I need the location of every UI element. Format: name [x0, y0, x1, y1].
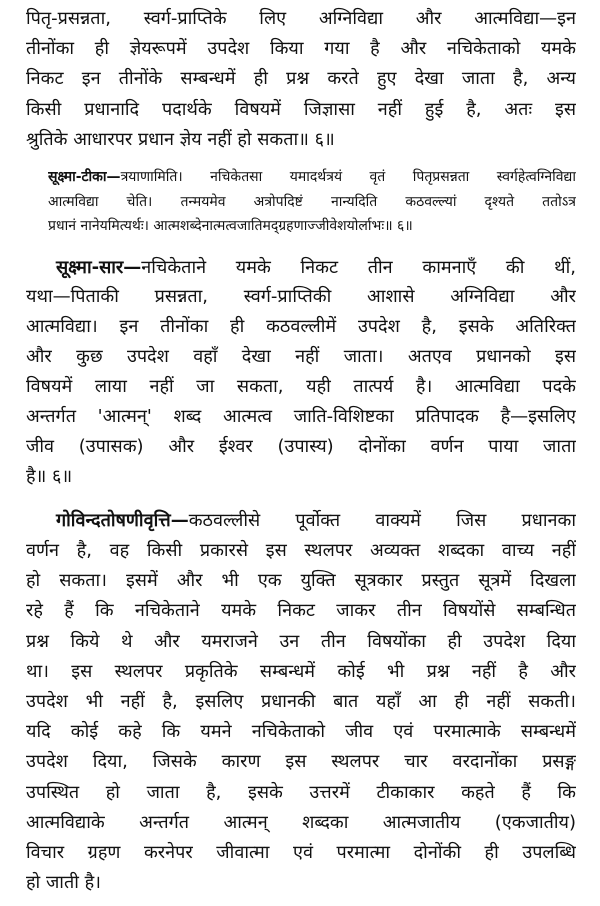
text-line: है॥ ६॥ — [26, 465, 73, 487]
govinda-toshani-paragraph — [26, 506, 576, 899]
text-line: उपदेश भी नहीं है, इसलिए प्रधानकी बात यहाँ आ ही नहीं सकती। — [26, 690, 576, 712]
text-line — [48, 165, 576, 190]
text-line: हो जाती है। — [26, 872, 101, 894]
text-line — [26, 506, 576, 536]
document-page — [26, 4, 576, 898]
text-line — [26, 253, 576, 283]
text-line: पितृ-प्रसन्नता, स्वर्ग-प्राप्तिके लिए अग्निविद्या और आत्मविद्या—इन — [26, 8, 576, 29]
text-span: कठवल्लीसे पूर्वोक्त वाक्यमें जिस प्रधानका — [188, 509, 576, 531]
text-line: यदि कोई कहे कि यमने नचिकेताको जीव एवं परमात्माके सम्बन्धमें — [26, 721, 576, 743]
text-line: आत्मविद्या। इन तीनोंका ही कठवल्लीमें उपदेश है, इसके अतिरिक्त — [26, 316, 576, 338]
text-line: उपदेश दिया, जिसके कारण इस स्थलपर चार वरदानोंका प्रसङ्ग — [26, 751, 576, 773]
text-line: प्रधानं नानेयमित्यर्थः। आत्मशब्देनात्मत्वजातिमद्ग्रहणाज्जीवेशयोर्लाभः॥ ६॥ — [48, 218, 413, 235]
sukshma-sara-heading: सूक्ष्मा-सार— — [56, 256, 142, 278]
text-line: वर्णन है, वह किसी प्रकारसे इस स्थलपर अव्यक्त शब्दका वाच्य नहीं — [26, 539, 576, 561]
text-line: तीनोंका ही ज्ञेयरूपमें उपदेश किया गया है और नचिकेताको यमके — [26, 38, 576, 60]
govinda-toshani-heading: गोविन्दतोषणीवृत्ति— — [56, 509, 189, 531]
text-line: आत्मविद्या चेति। तन्मयमेव अत्रोपदिष्टं नान्यदिति कठवल्ल्यां दृश्यते ततोऽत्र — [48, 193, 576, 210]
text-span: नचिकेताने यमके निकट तीन कामनाएँ की थीं, — [141, 256, 576, 278]
paragraph-intro — [26, 4, 576, 155]
text-line: और कुछ उपदेश वहाँ देखा नहीं जाता। अतएव प्रधानको इस — [26, 346, 576, 368]
text-line: निकट इन तीनोंके सम्बन्धमें ही प्रश्न करते हुए देखा जाता है, अन्य — [26, 68, 576, 90]
text-line: रहे हैं कि नचिकेताने यमके निकट जाकर तीन विषयोंसे सम्बन्धित — [26, 600, 576, 622]
text-line: आत्मविद्याके अन्तर्गत आत्मन् शब्दका आत्मजातीय (एकजातीय) — [26, 811, 576, 833]
text-line: विचार ग्रहण करनेपर जीवात्मा एवं परमात्मा दोनोंकी ही उपलब्धि — [26, 842, 576, 863]
text-line: विषयमें लाया नहीं जा सकता, यही तात्पर्य है। आत्मविद्या पदके — [26, 376, 576, 398]
sukshma-tika-heading: सूक्ष्मा-टीका— — [48, 169, 121, 186]
text-line: उपस्थित हो जाता है, इसके उत्तरमें टीकाकार कहते हैं कि — [26, 781, 576, 803]
sukshma-tika-paragraph — [26, 165, 576, 239]
text-line: था। इस स्थलपर प्रकृतिके सम्बन्धमें कोई भी प्रश्न नहीं है और — [26, 660, 576, 682]
text-line: यथा—पिताकी प्रसन्नता, स्वर्ग-प्राप्तिकी आशासे अग्निविद्या और — [26, 286, 576, 308]
text-line: अन्तर्गत 'आत्मन्' शब्द आत्मत्व जाति-विशिष्टका प्रतिपादक है—इसलिए — [26, 406, 576, 428]
text-span: त्रयाणामिति। नचिकेतसा यमादर्थत्रयं वृतं पितृप्रसन्नता स्वर्गहेत्वग्निविद्या — [120, 169, 576, 186]
text-line: श्रुतिके आधारपर प्रधान ज्ञेय नहीं हो सकता॥ ६॥ — [26, 128, 335, 150]
text-line: प्रश्न किये थे और यमराजने उन तीन विषयोंका ही उपदेश दिया — [26, 630, 576, 652]
sukshma-sara-paragraph — [26, 253, 576, 492]
text-line: हो सकता। इसमें और भी एक युक्ति सूत्रकार प्रस्तुत सूत्रमें दिखला — [26, 570, 576, 592]
text-line: किसी प्रधानादि पदार्थके विषयमें जिज्ञासा नहीं हुई है, अतः इस — [26, 98, 576, 120]
text-line: जीव (उपासक) और ईश्वर (उपास्य) दोनोंका वर्णन पाया जाता — [26, 435, 576, 457]
